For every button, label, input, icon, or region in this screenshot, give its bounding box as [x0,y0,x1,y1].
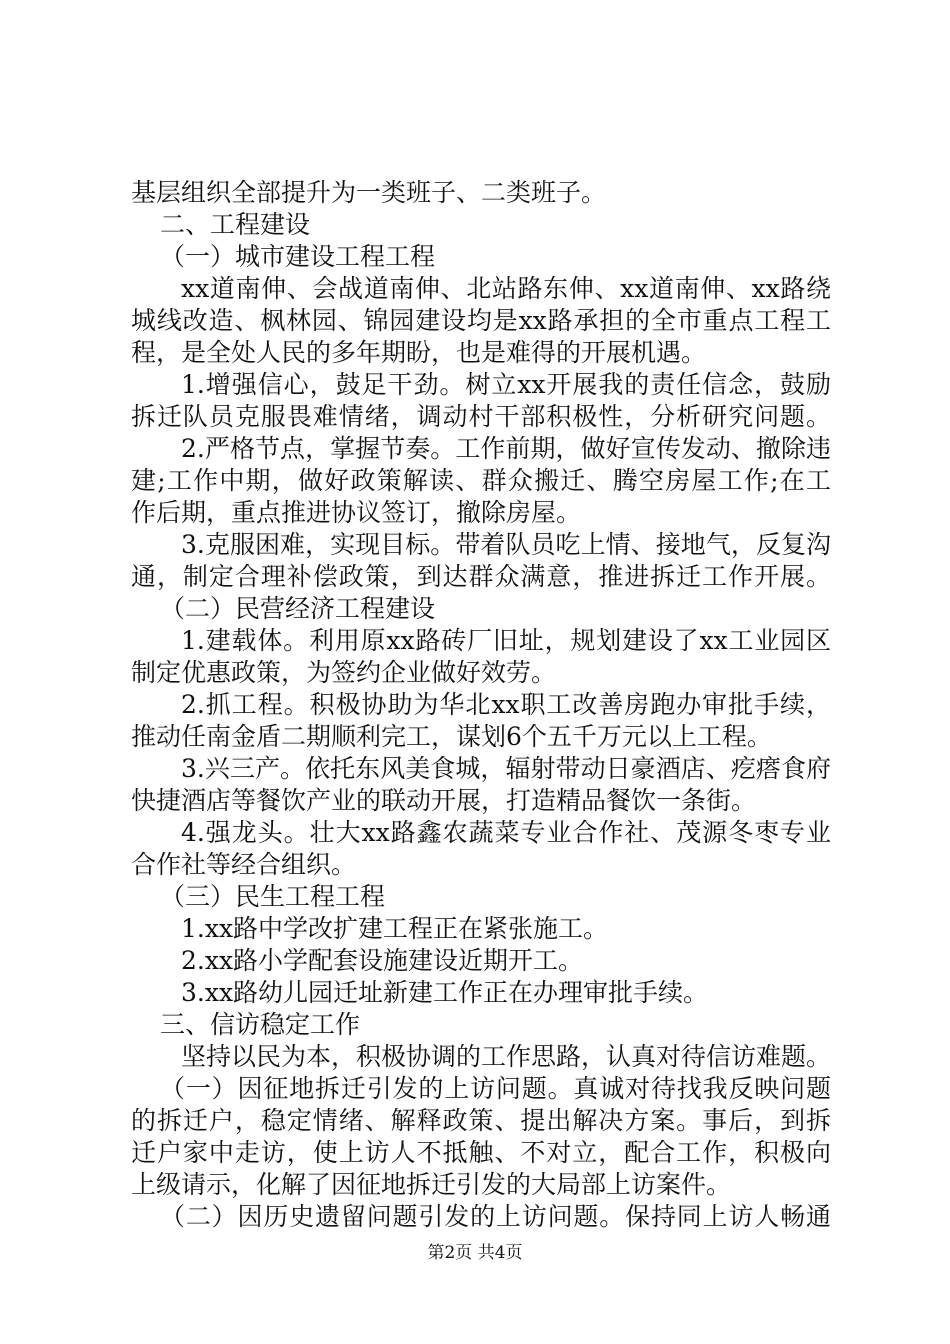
text-line: 合作社等经合组织。 [131,850,357,879]
text-line: 制定优惠政策，为签约企业做好效劳。 [131,658,557,687]
text-line: 2.严格节点，掌握节奏。工作前期，做好宣传发动、撤除违 [181,434,831,463]
section-heading: 三、信访稳定工作 [160,1010,361,1039]
text-line: 拆迁队员克服畏难情绪，调动村干部积极性，分析研究问题。 [131,402,831,431]
text-line: 迁户家中走访，使上访人不抵触、不对立，配合工作，积极向 [131,1138,831,1167]
section-heading: 二、工程建设 [160,210,311,239]
text-line: 4.强龙头。壮大xx路鑫农蔬菜专业合作社、茂源冬枣专业 [181,818,831,847]
text-line: （二）因历史遗留问题引发的上访问题。保持同上访人畅通 [160,1202,831,1231]
text-line: 1.xx路中学改扩建工程正在紧张施工。 [181,914,609,943]
subsection-heading: （二）民营经济工程建设 [160,594,436,623]
text-line: 通，制定合理补偿政策，到达群众满意，推进拆迁工作开展。 [131,562,831,591]
text-line: 1.建载体。利用原xx路砖厂旧址，规划建设了xx工业园区 [181,626,831,655]
text-line: 3.克服困难，实现目标。带着队员吃上情、接地气，反复沟 [181,530,831,559]
text-line: 的拆迁户，稳定情绪、解释政策、提出解决方案。事后，到拆 [131,1106,831,1135]
text-line: 2.抓工程。积极协助为华北xx职工改善房跑办审批手续， [181,690,831,719]
text-line: 3.兴三产。依托东风美食城，辐射带动日豪酒店、疙瘩食府 [181,754,831,783]
text-line: 作后期，重点推进协议签订，撤除房屋。 [131,498,582,527]
text-line: 快捷酒店等餐饮产业的联动开展，打造精品餐饮一条街。 [131,786,757,815]
page-footer: 第2页 共4页 [427,1243,523,1263]
text-line: 城线改造、枫林园、锦园建设均是xx路承担的全市重点工程工 [131,306,831,335]
text-line: 程，是全处人民的多年期盼，也是难得的开展机遇。 [131,338,707,367]
text-line: 推动任南金盾二期顺利完工，谋划6个五千万元以上工程。 [131,722,772,751]
text-line: 3.xx路幼儿园迁址新建工作正在办理审批手续。 [181,978,709,1007]
text-line: （一）因征地拆迁引发的上访问题。真诚对待找我反映问题 [160,1074,831,1103]
text-line: 1.增强信心，鼓足干劲。树立xx开展我的责任信念，鼓励 [181,370,831,399]
text-line: 坚持以民为本，积极协调的工作思路，认真对待信访难题。 [181,1042,831,1071]
text-line: 上级请示，化解了因征地拆迁引发的大局部上访案件。 [131,1170,732,1199]
subsection-heading: （一）城市建设工程工程 [160,242,436,271]
text-line: 2.xx路小学配套设施建设近期开工。 [181,946,584,975]
subsection-heading: （三）民生工程工程 [160,882,386,911]
text-line: 基层组织全部提升为一类班子、二类班子。 [131,178,607,207]
text-line: 建;工作中期，做好政策解读、群众搬迁、腾空房屋工作;在工 [131,466,831,495]
text-line: xx道南伸、会战道南伸、北站路东伸、xx道南伸、xx路绕 [181,274,831,303]
